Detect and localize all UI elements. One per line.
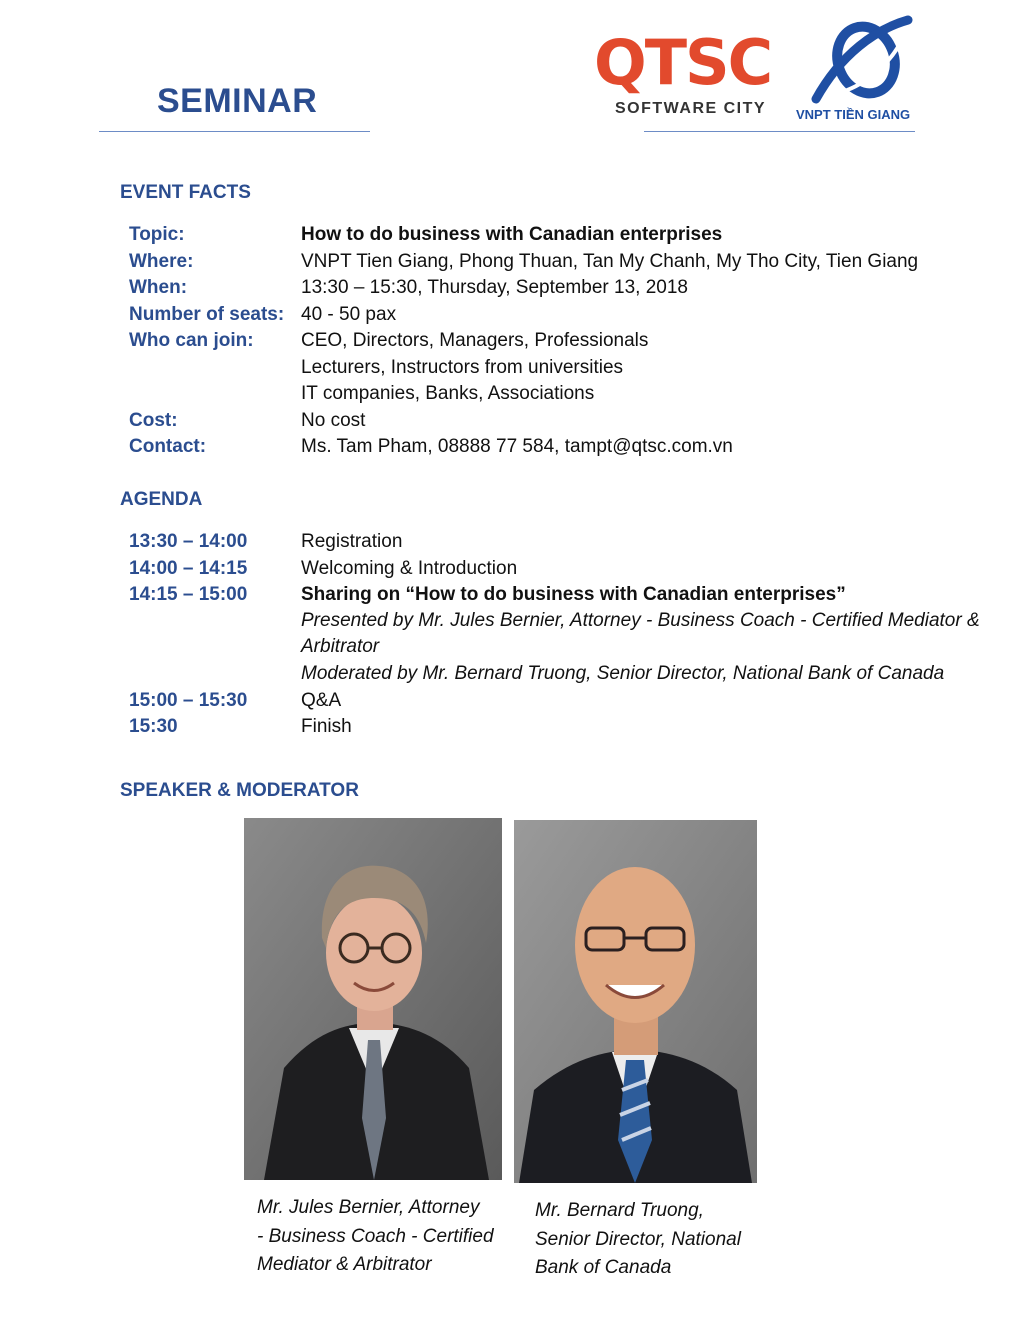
moderator-portrait-icon	[514, 820, 757, 1183]
page-title: SEMINAR	[157, 82, 318, 120]
agenda-row	[129, 688, 999, 714]
agenda-item: Sharing on “How to do business with Canadian enterprises”	[301, 583, 846, 605]
moderator-photo	[514, 820, 757, 1183]
agenda-item: Moderated by Mr. Bernard Truong, Senior Director, National Bank of Canada	[301, 663, 945, 684]
speaker-photo	[244, 818, 502, 1180]
fact-value: No cost	[301, 409, 366, 431]
agenda-row	[129, 556, 999, 582]
qtsc-logo	[594, 26, 779, 122]
title-underline	[99, 131, 370, 132]
fact-value: 40 - 50 pax	[301, 303, 397, 325]
agenda-time: 15:00 – 15:30	[129, 689, 248, 711]
fact-row-who-can-join	[129, 328, 999, 354]
agenda-item: Presented by Mr. Jules Bernier, Attorney - Business Coach - Certified Mediator & Arbitrator	[301, 610, 980, 658]
fact-value: CEO, Directors, Managers, Professionals	[301, 330, 649, 351]
fact-row-who-can-join-3	[129, 381, 999, 407]
caption-line: Bank of Canada	[535, 1257, 672, 1278]
agenda-time: 14:15 – 15:00	[129, 583, 248, 605]
fact-value: How to do business with Canadian enterprises	[301, 224, 723, 245]
fact-label: Topic:	[129, 224, 185, 245]
caption-line: Mediator & Arbitrator	[257, 1254, 432, 1275]
speakers-heading: SPEAKER & MODERATOR	[120, 780, 359, 801]
speaker-portrait-icon	[244, 818, 502, 1180]
agenda-time: 14:00 – 14:15	[129, 557, 248, 579]
fact-value: 13:30 – 15:30, Thursday, September 13, 2018	[301, 277, 688, 298]
qtsc-logo-wordmark: QTSC	[594, 26, 772, 99]
caption-line: Mr. Bernard Truong,	[535, 1200, 704, 1221]
agenda-row	[129, 529, 999, 555]
agenda-heading: AGENDA	[120, 489, 203, 510]
vnpt-logo-text: VNPT TIỀN GIANG	[796, 107, 911, 122]
fact-value: VNPT Tien Giang, Phong Thuan, Tan My Chanh, My Tho City, Tien Giang	[301, 250, 919, 272]
agenda-time: 15:30	[129, 716, 178, 737]
caption-line: Senior Director, National	[535, 1228, 741, 1250]
fact-value: IT companies, Banks, Associations	[301, 383, 595, 404]
fact-row-cost	[129, 408, 999, 434]
caption-line: - Business Coach - Certified	[257, 1225, 494, 1247]
agenda-item: Q&A	[301, 689, 342, 711]
fact-label: Number of seats:	[129, 303, 285, 325]
fact-label: When:	[129, 277, 188, 298]
fact-row-who-can-join-2	[129, 355, 999, 381]
speaker-caption	[257, 1194, 507, 1280]
agenda-item: Welcoming & Introduction	[301, 557, 518, 579]
fact-row-topic	[129, 222, 999, 248]
fact-label: Cost:	[129, 409, 178, 431]
agenda-row-moderator	[129, 661, 999, 687]
fact-label: Where:	[129, 250, 194, 272]
qtsc-logo-subtitle: SOFTWARE CITY	[615, 100, 767, 117]
moderator-caption	[535, 1197, 775, 1283]
caption-line: Mr. Jules Bernier, Attorney	[257, 1197, 480, 1218]
agenda-time: 13:30 – 14:00	[129, 531, 248, 552]
fact-row-seats	[129, 302, 999, 328]
agenda-row	[129, 582, 999, 608]
fact-value: Ms. Tam Pham, 08888 77 584, tampt@qtsc.com.vn	[301, 436, 733, 457]
fact-label: Contact:	[129, 436, 207, 457]
fact-row-when	[129, 275, 999, 301]
agenda-row	[129, 714, 999, 740]
agenda-item: Finish	[301, 716, 352, 737]
logo-underline	[644, 131, 915, 132]
fact-label: Who can join:	[129, 330, 254, 351]
agenda-row-presenter	[129, 608, 999, 661]
fact-value: Lecturers, Instructors from universities	[301, 356, 624, 378]
agenda-item: Registration	[301, 531, 403, 552]
vnpt-logo	[796, 14, 946, 124]
fact-row-contact	[129, 434, 999, 460]
fact-row-where	[129, 249, 999, 275]
event-facts-heading: EVENT FACTS	[120, 182, 251, 203]
